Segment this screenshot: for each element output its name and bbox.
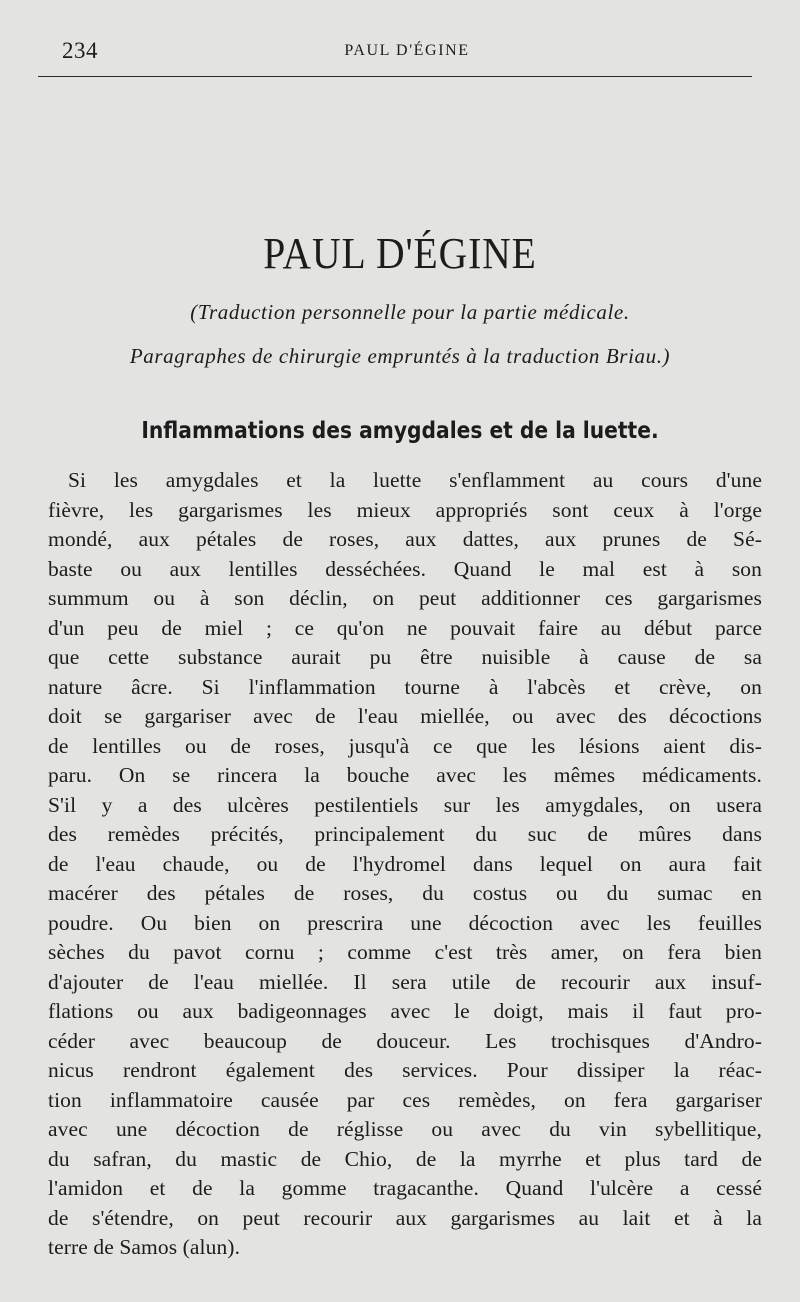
- text-line: paru. On se rincera la bouche avec les mêmes médicaments.: [48, 763, 762, 787]
- text-line: Si les amygdales et la luette s'enflamment au cours d'une: [68, 468, 762, 492]
- text-line: céder avec beaucoup de douceur. Les trochisques d'Andro-: [48, 1028, 762, 1053]
- text-line: sèches du pavot cornu ; comme c'est très amer, on fera bien: [48, 940, 762, 964]
- text-line: de s'étendre, on peut recourir aux gargarismes au lait et à la: [48, 1205, 762, 1230]
- running-head: [62, 38, 752, 68]
- text-line: terre de Samos (alun).: [48, 1235, 241, 1259]
- text-line: poudre. Ou bien on prescrira une décoction avec les feuilles: [48, 910, 762, 935]
- text-line: macérer des pétales de roses, du costus ou du sumac en: [48, 881, 762, 905]
- text-line: baste ou aux lentilles desséchées. Quand le mal est à son: [48, 556, 762, 581]
- text-line: avec une décoction de réglisse ou avec du vin sybellitique,: [48, 1117, 762, 1141]
- text-line: mondé, aux pétales de roses, aux dattes, aux prunes de Sé-: [48, 527, 762, 551]
- body-paragraph: [48, 466, 762, 1263]
- header-rule: [38, 76, 752, 77]
- page-number: 234: [62, 38, 98, 63]
- text-line: des remèdes précités, principalement du suc de mûres dans: [48, 822, 762, 846]
- section-heading: Inflammations des amygdales et de la luette.: [141, 418, 659, 444]
- text-line: tion inflammatoire causée par ces remèdes, on fera gargariser: [48, 1087, 762, 1112]
- subtitle-line-1: (Traduction personnelle pour la partie médicale.: [190, 300, 630, 324]
- text-line: que cette substance aurait pu être nuisible à cause de sa: [48, 645, 762, 669]
- subtitle-line-2: Paragraphes de chirurgie empruntés à la traduction Briau.): [129, 344, 671, 368]
- text-line: nature âcre. Si l'inflammation tourne à l'abcès et crève, on: [48, 674, 762, 699]
- text-line: flations ou aux badigeonnages avec le doigt, mais il faut pro-: [48, 999, 762, 1023]
- text-line: fièvre, les gargarismes les mieux appropriés sont ceux à l'orge: [48, 497, 762, 522]
- text-line: d'ajouter de l'eau miellée. Il sera utile de recourir aux insuf-: [48, 969, 762, 994]
- text-line: nicus rendront également des services. Pour dissiper la réac-: [48, 1058, 762, 1082]
- text-line: S'il y a des ulcères pestilentiels sur les amygdales, on usera: [48, 792, 762, 817]
- text-line: du safran, du mastic de Chio, de la myrrhe et plus tard de: [48, 1146, 762, 1171]
- text-line: de lentilles ou de roses, jusqu'à ce que les lésions aient dis-: [48, 733, 762, 758]
- text-line: summum ou à son déclin, on peut additionner ces gargarismes: [48, 586, 762, 610]
- running-title: PAUL D'ÉGINE: [344, 42, 470, 59]
- text-line: de l'eau chaude, ou de l'hydromel dans lequel on aura fait: [48, 851, 762, 876]
- chapter-title: PAUL D'ÉGINE: [263, 229, 537, 278]
- text-line: doit se gargariser avec de l'eau miellée, ou avec des décoctions: [48, 704, 762, 728]
- text-line: l'amidon et de la gomme tragacanthe. Quand l'ulcère a cessé: [48, 1176, 762, 1200]
- text-line: d'un peu de miel ; ce qu'on ne pouvait faire au début parce: [48, 615, 762, 640]
